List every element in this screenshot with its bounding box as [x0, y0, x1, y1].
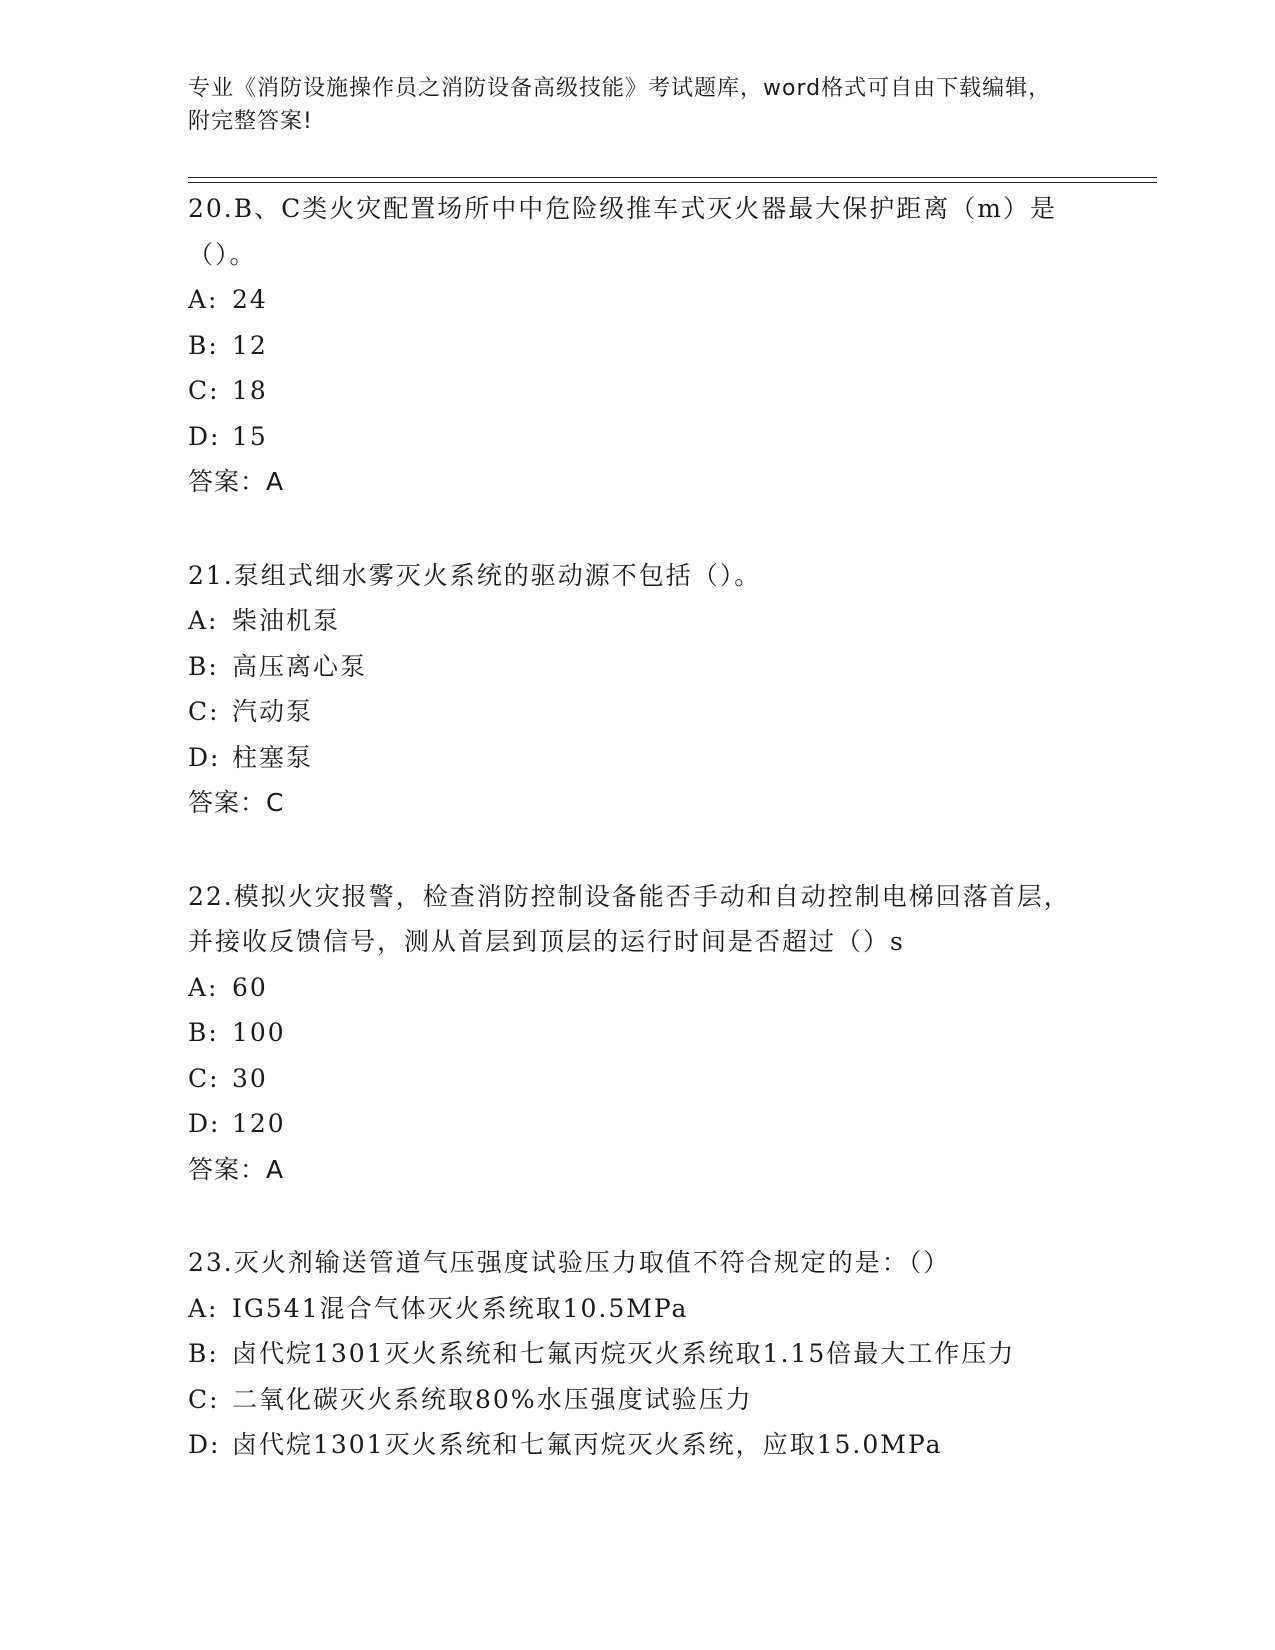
question-22	[188, 874, 1088, 1193]
option-a	[188, 598, 1088, 644]
option-text: 15	[232, 421, 268, 451]
option-text: 60	[232, 972, 268, 1002]
option-label: B:	[188, 1339, 219, 1368]
option-b	[188, 644, 1088, 690]
option-c	[188, 689, 1088, 735]
page-header: 专业《消防设施操作员之消防设备高级技能》考试题库，word格式可自由下载编辑，附完整答案!	[188, 76, 1052, 134]
option-b	[188, 323, 1088, 369]
option-text: 12	[232, 330, 268, 360]
option-label: B:	[188, 330, 219, 360]
option-text: 30	[232, 1063, 268, 1093]
option-label: A:	[188, 1293, 219, 1323]
option-label: A:	[188, 606, 219, 635]
option-label: C:	[188, 697, 220, 726]
question-21	[188, 553, 1088, 826]
option-text: 18	[232, 376, 268, 405]
option-c	[188, 1377, 1088, 1423]
option-text: 卤代烷1301灭火系统和七氟丙烷灭火系统取1.15倍最大工作压力	[232, 1339, 1016, 1368]
option-label: A:	[188, 972, 219, 1002]
option-text: 100	[232, 1018, 286, 1047]
answer-line: 答案：C	[188, 788, 285, 817]
option-label: C:	[188, 1384, 220, 1414]
option-a	[188, 965, 1088, 1011]
option-label: D:	[188, 421, 221, 451]
header-divider-top	[188, 177, 1157, 178]
option-d	[188, 1422, 1088, 1468]
option-text: 24	[232, 285, 268, 314]
option-label: A:	[188, 285, 219, 314]
answer-line: 答案：A	[188, 467, 285, 496]
option-d	[188, 414, 1088, 460]
option-b	[188, 1331, 1088, 1377]
option-label: B:	[188, 1018, 219, 1047]
option-d	[188, 735, 1088, 781]
option-text: 汽动泵	[232, 697, 314, 726]
question-stem: 20.B、C类火灾配置场所中中危险级推车式灭火器最大保护距离（m）是（）。	[188, 194, 1057, 269]
question-stem: 22.模拟火灾报警，检查消防控制设备能否手动和自动控制电梯回落首层，并接收反馈信号，测从首层到顶层的运行时间是否超过（）s	[188, 881, 1071, 956]
option-label: D:	[188, 1430, 221, 1459]
question-20	[188, 186, 1088, 505]
option-c	[188, 1056, 1088, 1102]
option-b	[188, 1010, 1088, 1056]
option-label: D:	[188, 742, 221, 772]
question-list	[188, 186, 1088, 1516]
option-a	[188, 1286, 1088, 1332]
option-text: 柴油机泵	[232, 606, 341, 635]
option-label: C:	[188, 376, 220, 405]
option-text: 卤代烷1301灭火系统和七氟丙烷灭火系统，应取15.0MPa	[232, 1430, 943, 1459]
question-stem: 21.泵组式细水雾灭火系统的驱动源不包括（）。	[188, 560, 762, 590]
option-text: 高压离心泵	[232, 651, 368, 681]
option-d	[188, 1101, 1088, 1147]
header-divider-bottom	[188, 182, 1157, 183]
option-a	[188, 277, 1088, 323]
option-label: B:	[188, 651, 219, 681]
option-label: C:	[188, 1063, 220, 1093]
question-stem: 23.灭火剂输送管道气压强度试验压力取值不符合规定的是：（）	[188, 1248, 951, 1277]
option-label: D:	[188, 1109, 221, 1138]
option-text: 120	[232, 1109, 286, 1138]
option-text: 二氧化碳灭火系统取80%水压强度试验压力	[232, 1384, 753, 1414]
option-text: 柱塞泵	[232, 742, 314, 772]
answer-line: 答案：A	[188, 1154, 285, 1184]
question-23	[188, 1240, 1088, 1468]
option-text: IG541混合气体灭火系统取10.5MPa	[232, 1293, 689, 1323]
option-c	[188, 368, 1088, 414]
